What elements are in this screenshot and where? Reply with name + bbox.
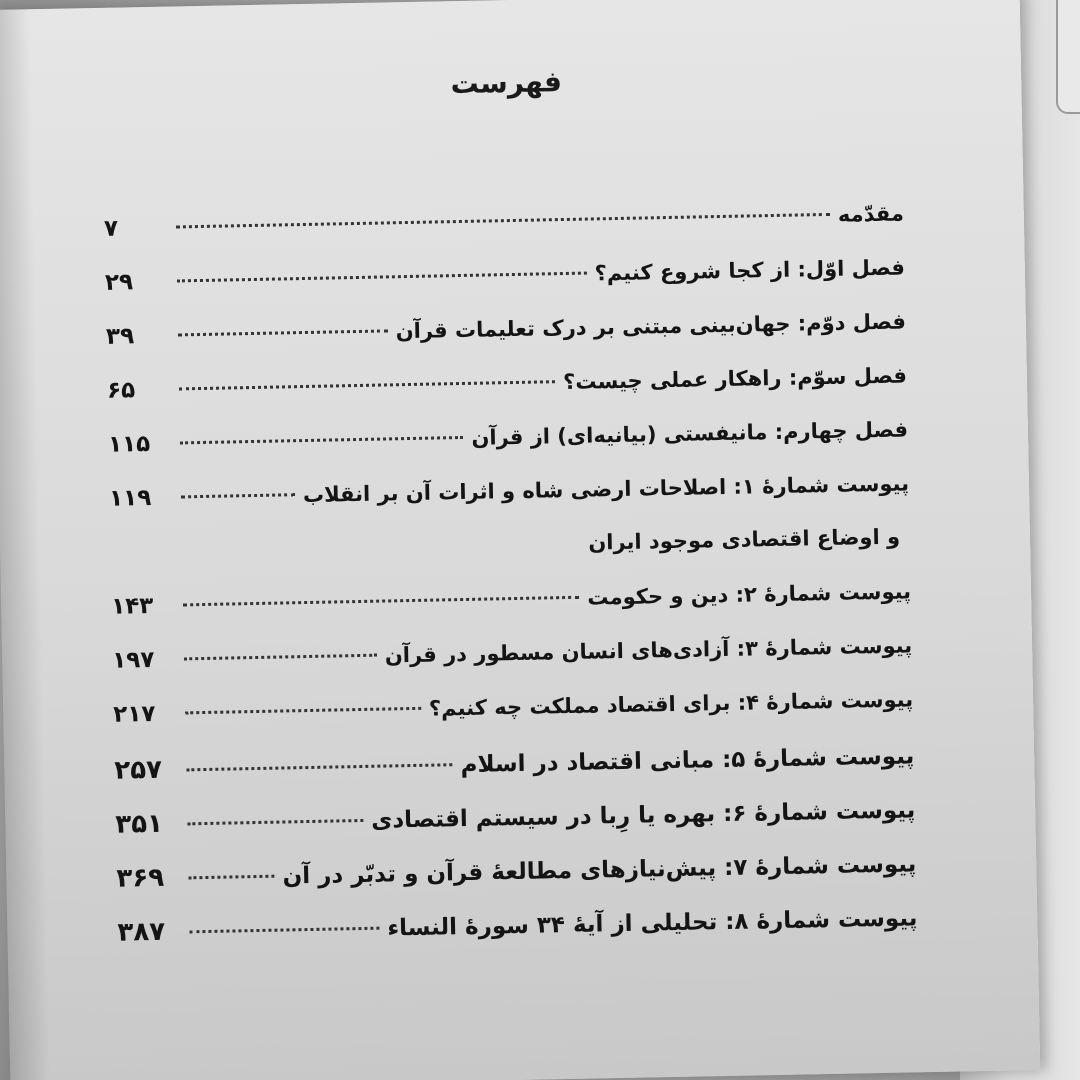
toc-entry-title: پیوست شمارهٔ ۲: دین و حکومت bbox=[587, 579, 912, 610]
toc-page-number: ۱۹۷ bbox=[111, 646, 155, 674]
toc-entry-title: مقدّمه bbox=[837, 201, 905, 227]
dot-leader bbox=[185, 707, 421, 715]
toc-entry-title: فصل دوّم: جهان‌بینی مبتنی بر درک تعلیمات قرآن bbox=[395, 309, 907, 344]
toc-page-number: ۳۹ bbox=[105, 323, 135, 350]
dot-leader bbox=[187, 819, 363, 825]
toc-entry-title: پیوست شمارهٔ ۳: آزادی‌های انسان مسطور در قرآن bbox=[384, 633, 913, 668]
toc-page-number: ۷ bbox=[103, 215, 119, 242]
toc-entry-title: پیوست شمارهٔ ۶: بهره یا رِبا در سیستم اقتصادی bbox=[371, 797, 916, 834]
dot-leader bbox=[184, 654, 377, 661]
dot-leader bbox=[177, 272, 587, 283]
dot-leader bbox=[180, 436, 463, 444]
toc-entry-title: پیوست شمارهٔ ۴: برای اقتصاد مملکت چه کنیم؟ bbox=[428, 687, 914, 721]
toc-page-number: ۲۵۷ bbox=[114, 754, 163, 786]
dot-leader bbox=[178, 329, 388, 336]
toc-entry-title: پیوست شمارهٔ ۵: مبانی اقتصاد در اسلام bbox=[460, 743, 915, 779]
toc-entry-title: فصل چهارم: مانیفستی (بیانیه‌ای) از قرآن bbox=[471, 417, 909, 450]
dot-leader bbox=[179, 380, 555, 390]
dot-leader bbox=[183, 596, 579, 607]
dot-leader bbox=[189, 927, 379, 934]
page-shadow bbox=[0, 9, 50, 1080]
toc-page-number: ۲۱۷ bbox=[113, 700, 156, 728]
toc-entry-title: فصل سوّم: راهکار عملی چیست؟ bbox=[562, 363, 908, 395]
toc-page-number: ۱۱۵ bbox=[107, 430, 151, 458]
toc-page-number: ۶۵ bbox=[106, 377, 136, 404]
toc-entry-title: پیوست شمارهٔ ۷: پیش‌نیازهای مطالعهٔ قرآن و تدبّر در آن bbox=[282, 851, 917, 890]
toc-page-number: ۱۴۳ bbox=[110, 592, 154, 620]
toc-entry-title: فصل اوّل: از کجا شروع کنیم؟ bbox=[594, 255, 906, 286]
dot-leader bbox=[186, 763, 452, 771]
page-title: فهرست bbox=[450, 65, 563, 101]
dot-leader bbox=[176, 213, 830, 229]
toc-page-number: ۳۵۱ bbox=[115, 808, 164, 840]
toc-entry-title: پیوست شمارهٔ ۱: اصلاحات ارضی شاه و اثرات آن بر انقلاب bbox=[302, 471, 910, 508]
dot-leader bbox=[181, 493, 295, 498]
toc-entry-continuation: و اوضاع اقتصادی موجود ایران bbox=[588, 524, 901, 555]
toc-page-number: ۲۹ bbox=[104, 269, 134, 296]
toc-page-number: ۳۶۹ bbox=[116, 862, 165, 894]
toc-entry-title: پیوست شمارهٔ ۸: تحلیلی از آیهٔ ۳۴ سورهٔ النساء bbox=[387, 905, 918, 942]
toc-page-number: ۱۱۹ bbox=[108, 484, 152, 512]
page-edge-tab bbox=[1056, 0, 1080, 114]
toc-page-number: ۳۸۷ bbox=[117, 916, 166, 948]
table-of-contents bbox=[104, 200, 918, 971]
dot-leader bbox=[188, 875, 274, 880]
